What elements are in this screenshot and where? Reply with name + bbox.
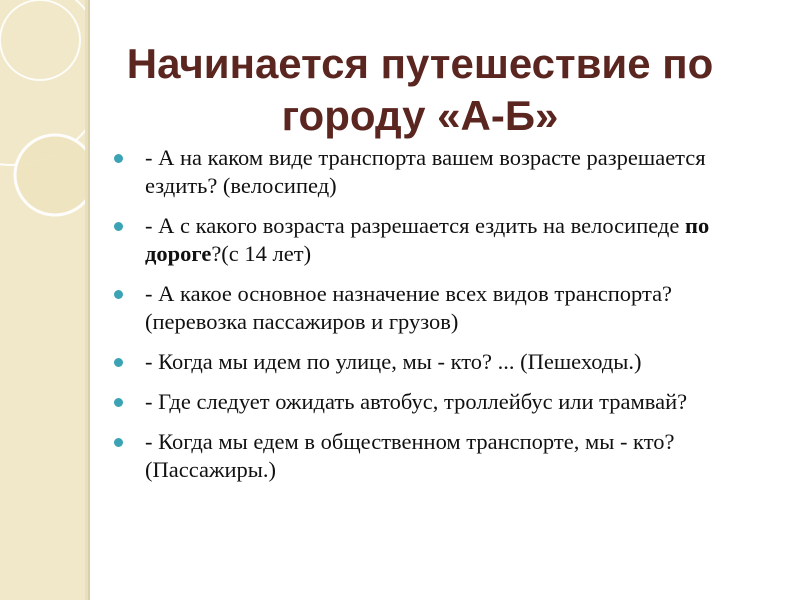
bullet-text-part: - Когда мы едем в общественном транспорте, мы - кто? (Пассажиры.) [145,429,675,482]
bullet-text [145,349,642,374]
bullet-marker-icon [114,398,123,407]
decorative-side-panel [0,0,85,600]
bullet-marker-icon [114,222,123,231]
bullet-text-bold: по дороге [145,213,710,266]
bullet-text-part: - Где следует ожидать автобус, троллейбус или трамвай? [145,389,688,414]
bullet-item [110,280,760,336]
bullet-text-part: - А на каком виде транспорта вашем возрасте разрешается ездить? (велосипед) [145,145,706,198]
bullet-item [110,388,760,416]
bullet-item [110,428,760,484]
bullet-item [110,144,760,200]
bullet-marker-icon [114,438,123,447]
side-panel-divider-shadow [88,0,90,600]
bullet-text-part: - Когда мы идем по улице, мы - кто? ... (Пешеходы.) [145,349,642,374]
bullet-list [110,144,760,496]
bullet-text [145,145,706,198]
slide-title: Начинается путешествие по городу «А-Б» [126,40,714,139]
bullet-text-part: - А с какого возраста разрешается ездить на велосипеде [145,213,685,238]
bullet-text [145,213,709,266]
bullet-item [110,212,760,268]
bullet-marker-icon [114,154,123,163]
bullet-text-part: ?(с 14 лет) [211,241,312,266]
bullet-item [110,348,760,376]
bullet-marker-icon [114,358,123,367]
bullet-text-part: - А какое основное назначение всех видов транспорта? (перевозка пассажиров и грузов) [145,281,673,334]
decorative-circles [0,0,85,600]
bullet-text [145,389,687,414]
bullet-text [145,429,674,482]
bullet-text [145,281,672,334]
bullet-marker-icon [114,290,123,299]
